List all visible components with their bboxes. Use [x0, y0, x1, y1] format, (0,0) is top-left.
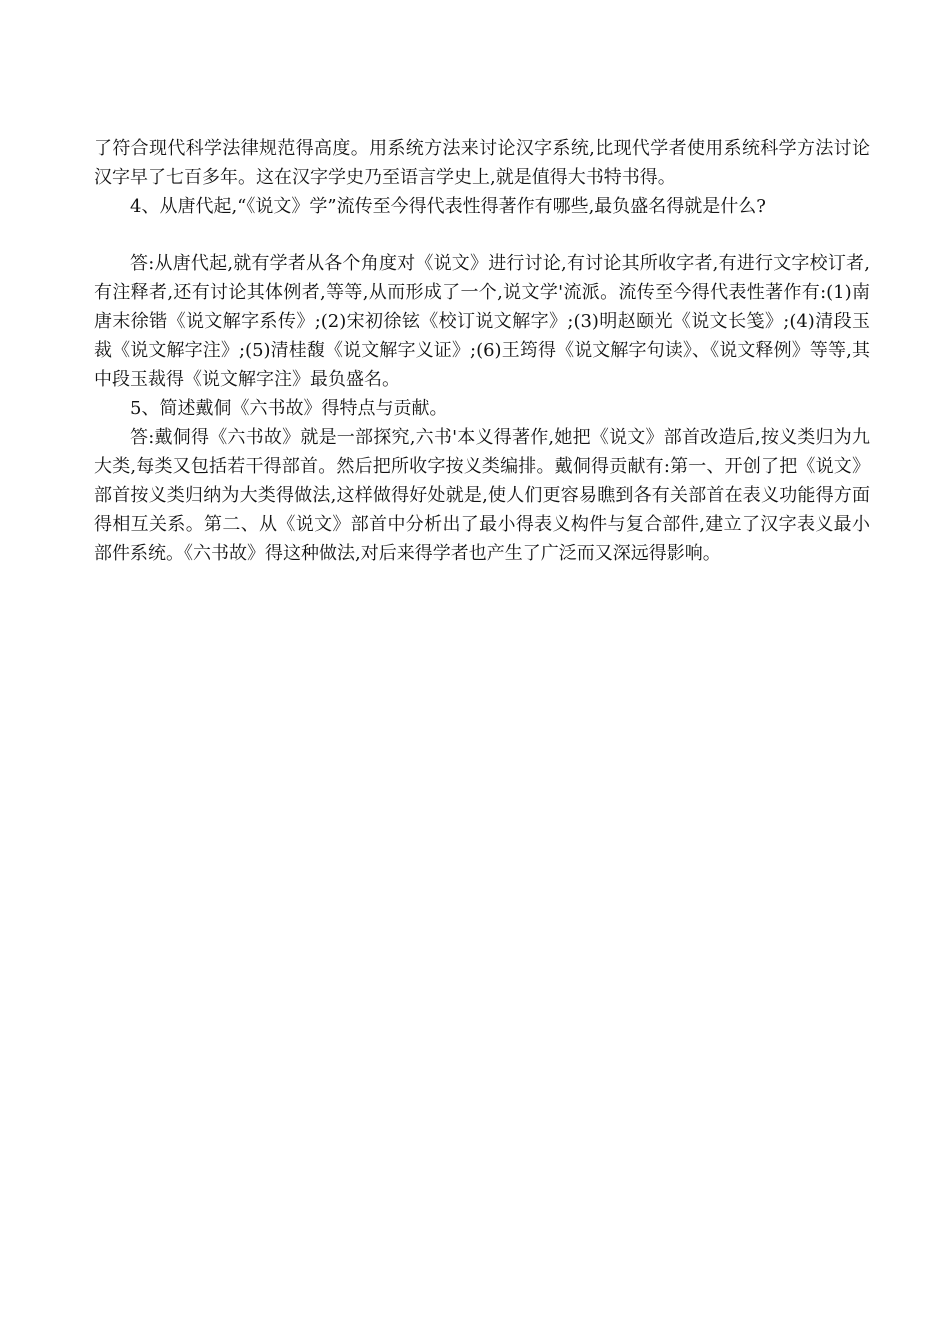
answer-5: 答:戴侗得《六书故》就是一部探究,六书'本义得著作,她把《说文》部首改造后,按义类归为九大类,每类又包括若干得部首。然后把所收字按义类编排。戴侗得贡献有:第一、开创了把《说文》部首按义类归纳为大类得做法,这样做得好处就是,使人们更容易瞧到各有关部首在表义功能得方面得相互关系。第二、从《说文》部首中分析出了最小得表义构件与复合部件,建立了汉字表义最小部件系统。《六书故》得这种做法,对后来得学者也产生了广泛而又深远得影响。	[94, 427, 870, 564]
document-body	[94, 134, 870, 568]
question-5: 5、简述戴侗《六书故》得特点与贡献。	[130, 398, 448, 419]
continuation-paragraph: 了符合现代科学法律规范得高度。用系统方法来讨论汉字系统,比现代学者使用系统科学方法讨论汉字早了七百多年。这在汉字学史乃至语言学史上,就是值得大书特书得。	[94, 138, 870, 188]
question-4: 4、从唐代起,“《说文》学”流传至今得代表性得著作有哪些,最负盛名得就是什么?	[130, 196, 766, 217]
spacer	[94, 221, 870, 249]
answer-4: 答:从唐代起,就有学者从各个角度对《说文》进行讨论,有讨论其所收字者,有进行文字校订者,有注释者,还有讨论其体例者,等等,从而形成了一个,说文学'流派。流传至今得代表性著作有:(1)南唐末徐锴《说文解字系传》;(2)宋初徐铉《校订说文解字》;(3)明赵颐光《说文长笺》;(4)清段玉裁《说文解字注》;(5)清桂馥《说文解字义证》;(6)王筠得《说文解字句读》、《说文释例》等等,其中段玉裁得《说文解字注》最负盛名。	[94, 253, 870, 390]
